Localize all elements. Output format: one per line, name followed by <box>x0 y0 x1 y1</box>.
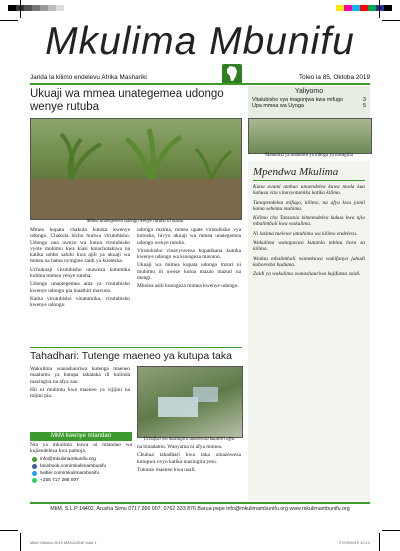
toc-item-page: 5 <box>363 103 366 109</box>
lead-paragraph: Uchukuaji virutubisho unaweza kutumika kulima mimea yenye rutuba. <box>30 266 130 280</box>
lead-col-2 <box>137 227 241 347</box>
second-photo <box>137 366 243 438</box>
lead-paragraph: Ukuaji wa mimea kupata udongo mzuri ni muhimu ili uweze kutoa mazao mazuri na mengi. <box>137 262 241 282</box>
editorial-heading: Mpendwa Mkulima <box>253 166 339 178</box>
crop-mark <box>379 0 380 18</box>
second-paragraph: na binadamu. Wanyama ni afya mimea. <box>137 444 223 450</box>
footer-rule <box>30 502 370 504</box>
seedling-illustration <box>31 119 241 219</box>
second-col-1 <box>30 366 130 430</box>
lead-paragraph: Kama virutubisho vinatumika, virutubisho kwenye udongo. <box>30 295 130 309</box>
second-paragraph: Chukua tahadhari kwa taka zinazoweza kutupwa ovyo katika mazingira yetu. <box>137 452 241 465</box>
facebook-icon <box>32 464 37 469</box>
toc-item-label: Vitalubisho vya magonjwa kwa mifugo <box>252 97 343 103</box>
crop-mark <box>382 20 400 21</box>
crop-mark <box>20 0 21 18</box>
lead-paragraph: Mbolea asili kuongeza mimea kwenye udongo. <box>137 283 239 290</box>
slug-right: 27/09/2019 12:14 <box>338 540 370 545</box>
email-icon <box>32 457 37 462</box>
crop-mark <box>382 530 400 531</box>
masthead-title: Mkulima Mbunifu <box>45 20 355 63</box>
lead-paragraph: Udongo unaotegemea aina ya virutubisho kwenye udongo pia inaathiri mavuno. <box>30 281 130 294</box>
crop-mark <box>0 20 18 21</box>
lead-photo <box>30 118 242 220</box>
second-headline: Tahadhari: Tutenge maeneo ya kutupa taka <box>30 350 232 362</box>
twitter-icon <box>32 471 37 476</box>
editorial-box <box>248 161 370 501</box>
contact-title: MkM kwenye mtandao <box>30 432 132 441</box>
toc-item-page: 3 <box>363 97 366 103</box>
contact-label: twitter.com/mkulimambunifu <box>40 471 100 476</box>
color-swatches <box>336 5 392 11</box>
issue-tagline: Jarida la kilimo endelevu Afrika Mashariki <box>30 74 147 81</box>
second-photo-caption: Uchafuzi wa mazingira unaoweza kuathiri afya <box>143 437 235 442</box>
toc-item[interactable] <box>248 103 370 109</box>
masthead-rule <box>30 83 370 85</box>
contact-intro: Nia ya mkulima kuwa ni mtandao wa kujiendeleza kwa pamoja. <box>30 442 132 454</box>
crop-mark <box>379 533 380 551</box>
contact-label: facebook.com/mkulimambunifu <box>40 464 107 469</box>
lead-paragraph: Mmea hupata chakula kutoka kwenye udongo. Chakula hicho huitwa virutubisho. Udongo una uwezo wa kutoa virutubisho vyote muhimu kwa kiasi kinachotakiwa na katika umbo sahihi kwa ajili ya ukuaji wa mmea na hatua nyingine zaidi ya kuotesha. <box>30 227 130 265</box>
editorial-paragraph: Wadau mbalimbali wamekuwa wakifanya juhudi kuboresha huduma. <box>253 255 365 268</box>
second-paragraph: Tutunze maeneo kwa usafi. <box>137 466 197 473</box>
lead-paragraph: udongo mzima, mmea upate virutubisho vya kutosha, hivyo ukuaji wa mmea unategemea udongo wenye rutuba. <box>137 227 241 246</box>
litter-illustration <box>138 367 242 437</box>
crop-mark <box>20 533 21 551</box>
section-rule <box>30 347 242 348</box>
issue-number-date: Toleo la 85, Oktoba 2019 <box>298 74 370 81</box>
lead-headline: Ukuaji wa mmea unategemea udongo wenye rutuba <box>30 88 224 113</box>
lead-paragraph: Virutubisho vinavyoweza kupatikana kutoka kwenye udongo wa kuongeza mavuno. <box>137 247 241 261</box>
registration-bar <box>8 4 392 12</box>
second-paragraph: Hii ni muhimu kwa maeneo ya vijijini na mijini pia. <box>30 386 130 400</box>
sidebar-photo <box>248 118 372 154</box>
masthead <box>0 12 400 72</box>
editorial-paragraph: Wakulima wanapaswa kutumia mbinu bora za kilimo. <box>253 240 365 253</box>
crop-mark <box>0 530 18 531</box>
toc-title: Yaliyomo <box>294 88 324 95</box>
lead-col-1 <box>30 227 130 347</box>
registration-swatches <box>8 5 64 11</box>
slug-left: MkM Oktoba 2019 MAGAZINE.indd 1 <box>30 540 97 545</box>
lead-photo-caption: Mmea unategemea udongo wenye rutuba ili kuzaa <box>86 219 184 224</box>
contact-list <box>32 456 132 484</box>
contact-email[interactable] <box>32 456 132 463</box>
contact-facebook[interactable] <box>32 463 132 470</box>
contact-phone[interactable] <box>32 477 132 484</box>
contact-label: +255 717 266 007 <box>40 478 79 483</box>
editorial-body <box>253 184 365 484</box>
editorial-paragraph: Ni lazima tuelewe umuhimu wa kilimo endelevu. <box>253 230 358 237</box>
toc-item-label: Upa mmea wa Uyoga <box>252 103 304 109</box>
second-paragraph: Wakulima wanashauriwa kutenga maeneo maalumu ya kutupa takataka ili kulinda mazingira na afya zao. <box>30 366 130 385</box>
contact-twitter[interactable] <box>32 470 132 477</box>
editorial-paragraph: Zaidi ya wakulima wanashauriwa kujifunza zaidi. <box>253 271 361 278</box>
sidebar-photo-caption: Matumizi ya maturubi ya mboga ya mwagilia <box>265 153 353 158</box>
second-col-2 <box>137 444 241 490</box>
editorial-paragraph: Tunapendelea mifugo, kilimo, na afya kwa jamii kama sehemu muhimu. <box>253 199 365 212</box>
editorial-paragraph: Kilimo cha Tanzania kimeendelea kukua kwa njia mbalimbali kwa wakulima. <box>253 215 365 228</box>
issue-info-line <box>30 74 370 81</box>
editorial-paragraph: Kuna uvumi ambao unaendelea kuwa mada kuu kuhusu vitu vinavyotumika katika kilimo. <box>253 184 365 197</box>
contact-label: info@mkulimambunifu.org <box>40 457 96 462</box>
footer-text: MkM, S.L.P 14402, Arusha Simu 0717 266 007, 0762 333 876 Barua pepe info@mkulimambunifu.org www.mkulimambunifu.org <box>50 506 350 512</box>
phone-icon <box>32 478 37 483</box>
editorial-rule <box>253 180 365 181</box>
